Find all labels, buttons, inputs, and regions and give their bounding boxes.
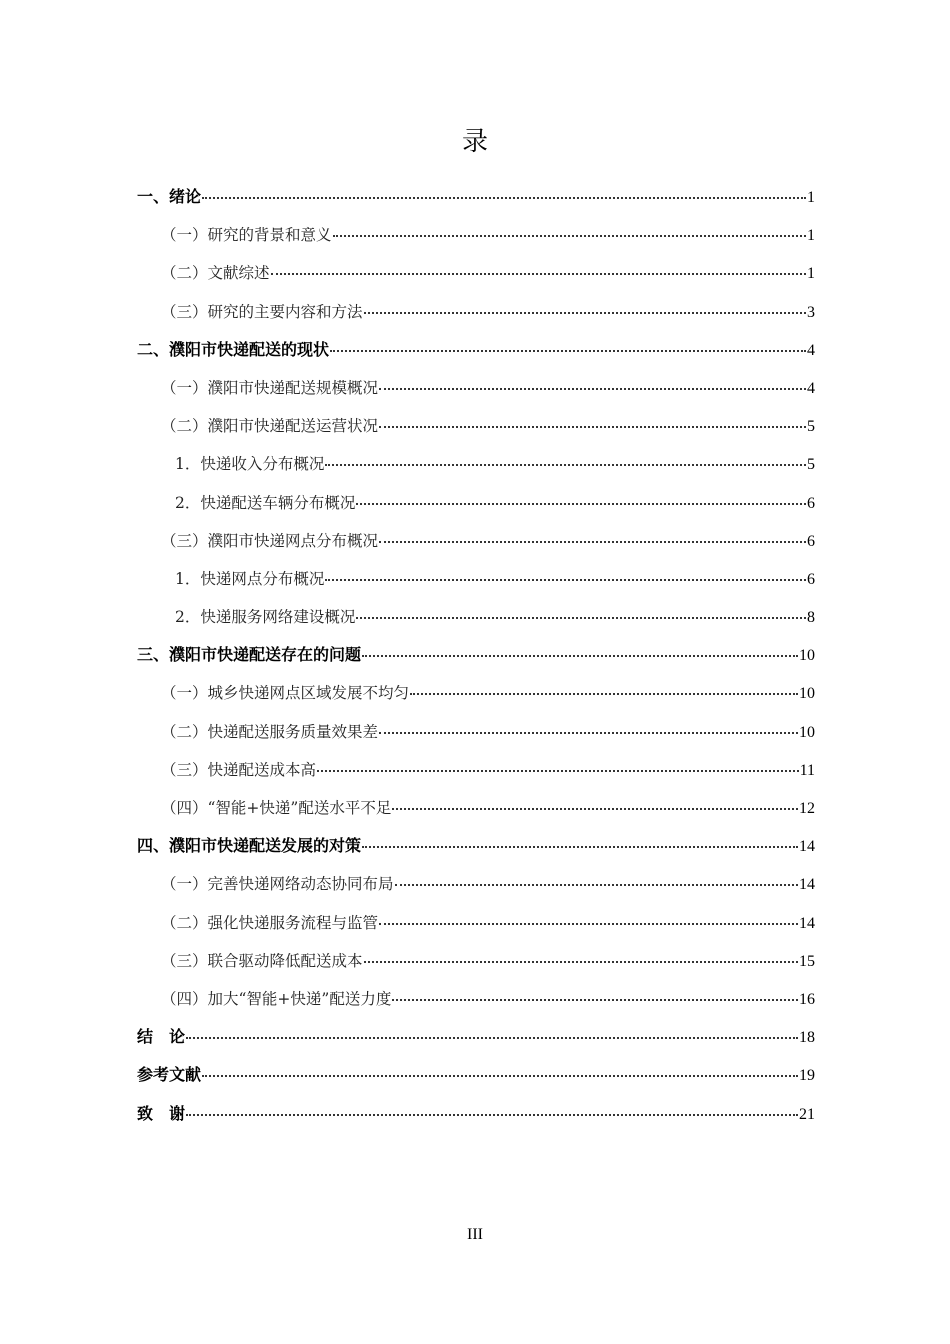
toc-entry-page: 5 — [807, 418, 815, 436]
toc-entry-label: 致 谢 — [137, 1103, 186, 1123]
dot-leader — [356, 489, 806, 505]
toc-entry-label: （二）濮阳市快递配送运营状况 — [161, 417, 379, 436]
toc-entry-label: （一）濮阳市快递配送规模概况 — [161, 378, 379, 397]
toc-entry-chapter-2[interactable] — [137, 331, 815, 369]
dot-leader — [330, 336, 806, 352]
toc-entry-page: 8 — [807, 609, 815, 627]
toc-entry-section[interactable] — [137, 751, 815, 789]
toc-entry-page: 6 — [807, 532, 815, 550]
toc-entry-label: （三）研究的主要内容和方法 — [161, 302, 363, 321]
toc-entry-page: 15 — [799, 952, 815, 970]
toc-entry-page: 18 — [799, 1029, 815, 1047]
toc-entry-page: 14 — [799, 914, 815, 932]
dot-leader — [364, 947, 798, 963]
dot-leader — [186, 1100, 798, 1116]
toc-entry-page: 16 — [799, 990, 815, 1008]
dot-leader — [379, 412, 806, 428]
toc-entry-section[interactable] — [137, 293, 815, 331]
toc-entry-label: 二、濮阳市快递配送的现状 — [137, 339, 330, 359]
toc-entry-subsection[interactable] — [137, 445, 815, 483]
toc-entry-label: （四）“智能+快递”配送水平不足 — [161, 799, 392, 817]
toc-entry-references[interactable] — [137, 1056, 815, 1094]
toc-entry-page: 1 — [807, 265, 815, 283]
toc-entry-page: 14 — [799, 876, 815, 894]
toc-entry-label: 参考文献 — [137, 1065, 202, 1085]
toc-entry-label: （三）濮阳市快递网点分布概况 — [161, 531, 379, 550]
toc-entry-chapter-3[interactable] — [137, 636, 815, 674]
toc-entry-label: 一、绪论 — [137, 187, 202, 206]
toc-entry-page: 12 — [799, 800, 815, 817]
toc-entry-page: 14 — [799, 838, 815, 856]
toc-entry-label: （三）快递配送成本高 — [161, 760, 317, 779]
page-title: 录 — [461, 127, 488, 157]
toc-entry-section[interactable] — [137, 980, 815, 1018]
toc-entry-section[interactable] — [137, 942, 815, 980]
toc-entry-label: 四、濮阳市快递配送发展的对策 — [137, 836, 362, 856]
toc-entry-label: （二）强化快递服务流程与监管 — [161, 913, 379, 932]
toc-entry-label: 2．快递配送车辆分布概况 — [175, 493, 356, 512]
toc-entry-subsection[interactable] — [137, 598, 815, 636]
toc-entry-section[interactable] — [137, 865, 815, 903]
dot-leader — [333, 221, 806, 237]
toc-entry-label: （一）完善快递网络动态协同布局 — [161, 875, 394, 894]
dot-leader — [379, 374, 806, 390]
toc-entry-page: 4 — [807, 379, 815, 397]
dot-leader — [392, 794, 798, 810]
toc-entry-label: 结 论 — [137, 1027, 186, 1047]
toc-entry-label: 2．快递服务网络建设概况 — [175, 608, 356, 627]
toc-entry-page: 10 — [799, 723, 815, 741]
toc-entry-page: 21 — [799, 1105, 815, 1123]
toc-entry-conclusion[interactable] — [137, 1018, 815, 1056]
toc-entry-section[interactable] — [137, 254, 815, 292]
toc-entry-page: 5 — [807, 456, 815, 474]
toc-entry-subsection[interactable] — [137, 560, 815, 598]
dot-leader — [392, 985, 798, 1001]
toc-entry-label: 三、濮阳市快递配送存在的问题 — [137, 645, 362, 665]
toc-entry-label: （一）城乡快递网点区域发展不均匀 — [161, 684, 410, 703]
toc-entry-acknowledgements[interactable] — [137, 1095, 815, 1133]
toc-entry-page: 11 — [799, 761, 815, 779]
toc-entry-section[interactable] — [137, 674, 815, 712]
toc-entry-page: 19 — [799, 1067, 815, 1085]
dot-leader — [186, 1023, 798, 1039]
dot-leader — [379, 718, 798, 734]
dot-leader — [202, 183, 806, 199]
dot-leader — [379, 909, 798, 925]
toc-entry-label: （四）加大“智能+快递”配送力度 — [161, 989, 392, 1008]
toc-entry-label: 1．快递收入分布概况 — [175, 455, 325, 474]
toc-entry-section[interactable] — [137, 904, 815, 942]
toc-entry-section[interactable] — [137, 216, 815, 254]
dot-leader — [362, 641, 798, 657]
dot-leader — [202, 1061, 798, 1077]
toc-entry-chapter-1[interactable] — [137, 178, 815, 216]
toc-entry-page: 6 — [807, 570, 815, 588]
toc-entry-label: （一）研究的背景和意义 — [161, 226, 332, 245]
toc-entry-section[interactable] — [137, 407, 815, 445]
dot-leader — [410, 679, 798, 695]
toc-entry-section[interactable] — [137, 713, 815, 751]
toc-entry-label: 1．快递网点分布概况 — [175, 569, 325, 588]
table-of-contents — [137, 178, 815, 1133]
dot-leader — [325, 450, 806, 466]
dot-leader — [325, 565, 806, 581]
toc-entry-label: （三）联合驱动降低配送成本 — [161, 951, 363, 970]
toc-entry-section[interactable] — [137, 522, 815, 560]
toc-entry-page: 1 — [807, 189, 815, 206]
toc-entry-label: （二）文献综述 — [161, 264, 270, 283]
toc-entry-chapter-4[interactable] — [137, 827, 815, 865]
dot-leader — [362, 832, 798, 848]
toc-entry-section[interactable] — [137, 789, 815, 827]
toc-entry-page: 10 — [799, 647, 815, 665]
toc-entry-subsection[interactable] — [137, 484, 815, 522]
dot-leader — [356, 603, 806, 619]
toc-entry-label: （二）快递配送服务质量效果差 — [161, 722, 379, 741]
toc-entry-page: 1 — [807, 227, 815, 245]
dot-leader — [317, 756, 799, 772]
toc-entry-page: 4 — [807, 341, 815, 359]
toc-entry-page: 10 — [799, 685, 815, 703]
dot-leader — [395, 870, 798, 886]
dot-leader — [364, 298, 806, 314]
toc-entry-page: 3 — [807, 303, 815, 321]
toc-entry-page: 6 — [807, 494, 815, 512]
dot-leader — [379, 527, 806, 543]
toc-entry-section[interactable] — [137, 369, 815, 407]
dot-leader — [271, 259, 806, 275]
page-number: III — [467, 1226, 483, 1243]
